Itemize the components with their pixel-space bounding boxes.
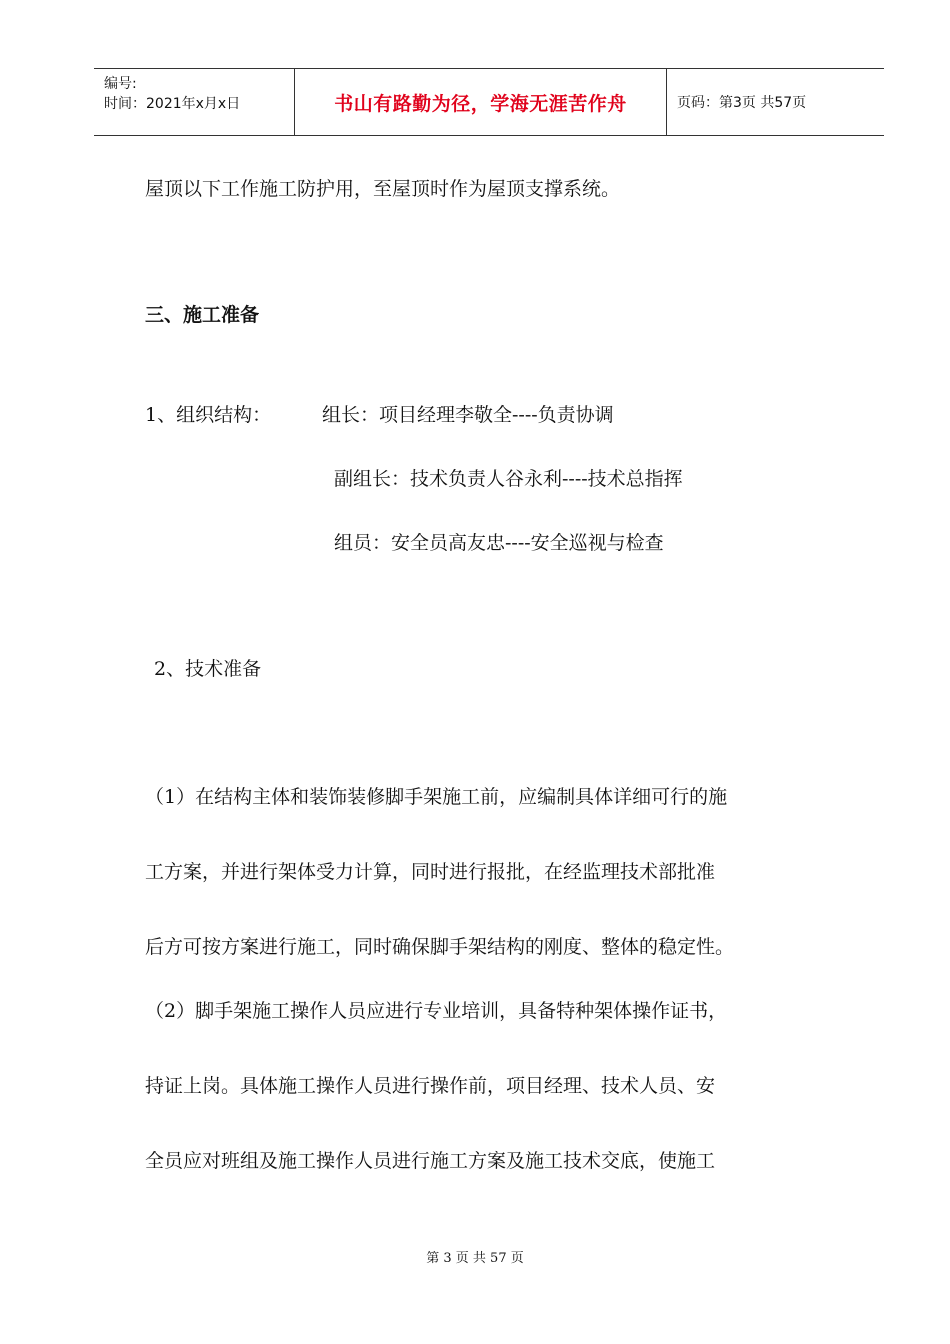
paragraph-line: 工方案，并进行架体受力计算，同时进行报批，在经监理技术部批准 — [145, 861, 716, 883]
page-info: 页码：第3页 共57页 — [677, 95, 807, 111]
header-motto-cell — [295, 69, 667, 135]
paragraph-line: 全员应对班组及施工操作人员进行施工方案及施工技术交底，使施工 — [145, 1150, 716, 1172]
serial-label: 编号: — [104, 76, 137, 92]
org-deputy: 副组长：技术负责人谷永利----技术总指挥 — [334, 468, 683, 490]
org-label: 1、组织结构： — [145, 404, 272, 426]
paragraph-line: 后方可按方案进行施工，同时确保脚手架结构的刚度、整体的稳定性。 — [145, 936, 735, 958]
paragraph-line: （2）脚手架施工操作人员应进行专业培训，具备特种架体操作证书， — [145, 1000, 728, 1022]
paragraph-line: （1）在结构主体和装饰装修脚手架施工前，应编制具体详细可行的施 — [145, 786, 728, 808]
motto-text: 书山有路勤为径，学海无涯苦作舟 — [334, 92, 627, 115]
header-page-cell — [667, 69, 884, 135]
paragraph-line: 屋顶以下工作施工防护用，至屋顶时作为屋顶支撑系统。 — [145, 178, 621, 200]
subsection-title: 2、技术准备 — [154, 658, 262, 680]
org-leader: 组长：项目经理李敬全----负责协调 — [322, 404, 614, 426]
time-label: 时间：2021年x月x日 — [104, 96, 241, 112]
page-footer: 第 3 页 共 57 页 — [426, 1251, 524, 1266]
header-meta-cell — [94, 69, 295, 135]
paragraph-line: 持证上岗。具体施工操作人员进行操作前，项目经理、技术人员、安 — [145, 1075, 716, 1097]
section-title: 三、施工准备 — [145, 304, 260, 326]
document-header — [94, 68, 884, 136]
org-member: 组员：安全员高友忠----安全巡视与检查 — [334, 532, 664, 554]
